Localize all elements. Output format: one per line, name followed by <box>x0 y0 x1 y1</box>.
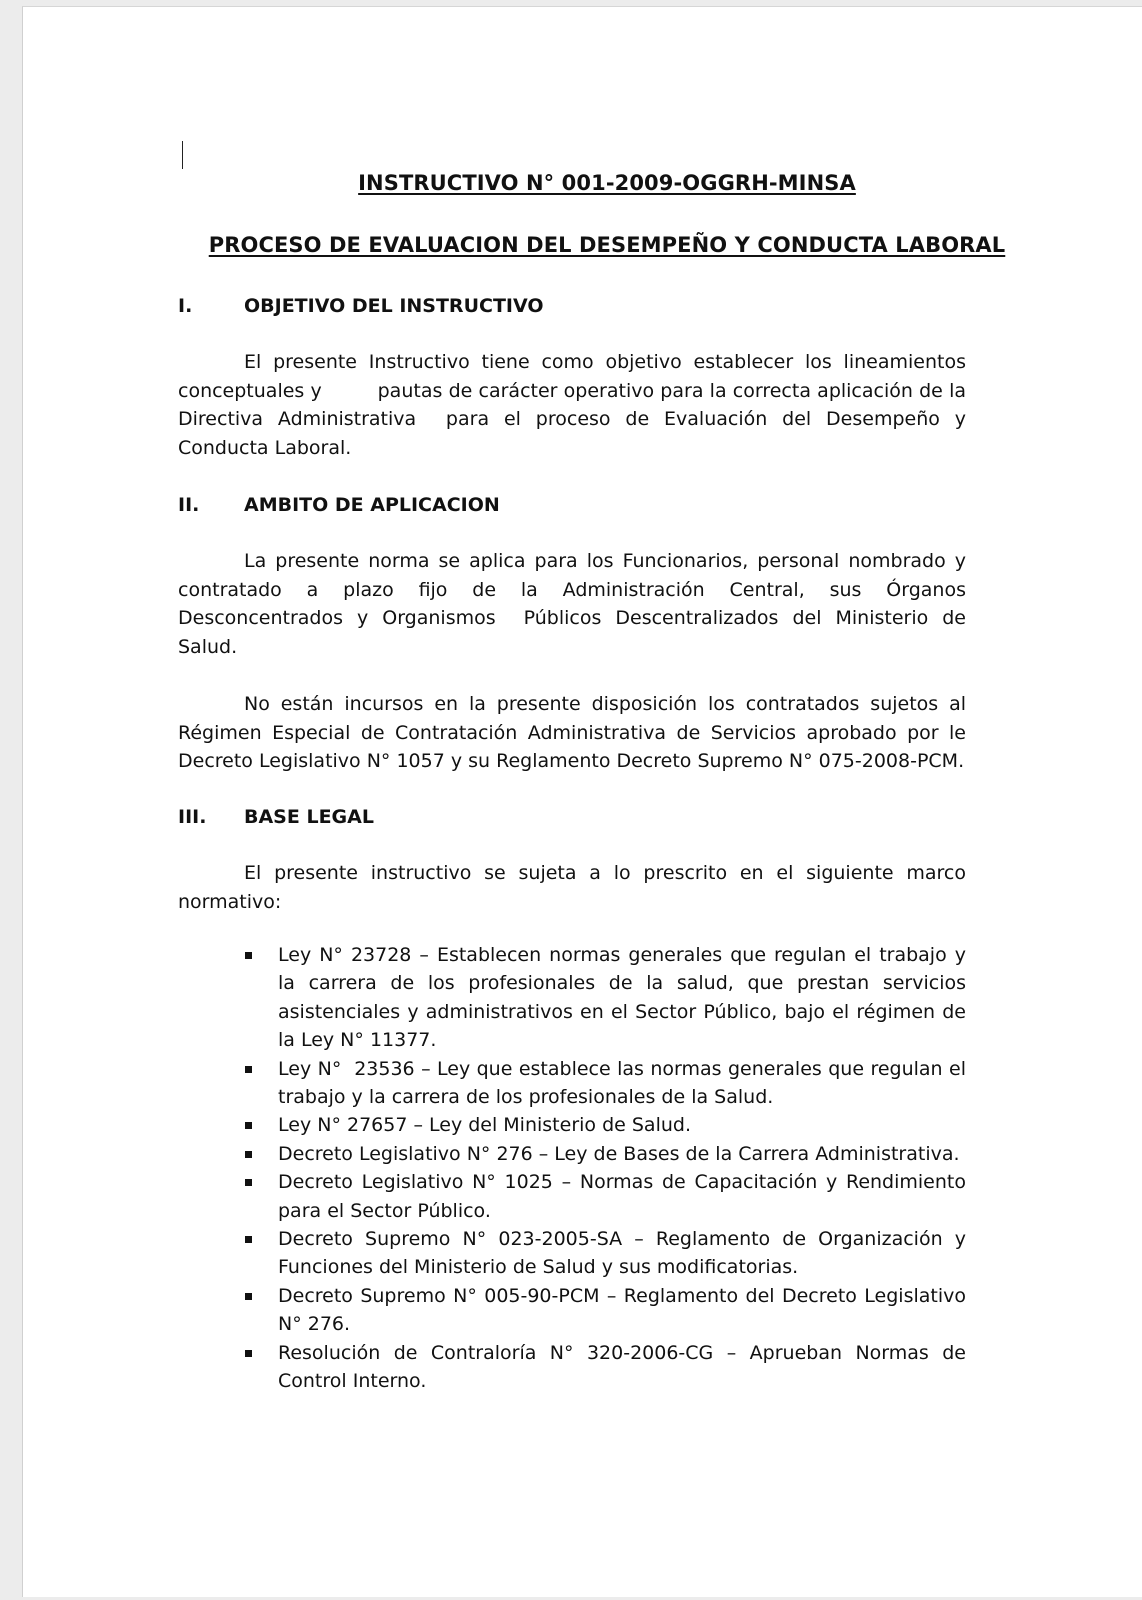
list-item-text: Decreto Supremo N° 023-2005-SA – Reglamento de Organización y Funciones del Ministerio de Salud y sus modificatorias. <box>278 1228 966 1279</box>
document-subtitle: PROCESO DE EVALUACION DEL DESEMPEÑO Y CONDUCTA LABORAL <box>208 233 1006 257</box>
square-bullet-icon <box>245 1236 252 1243</box>
list-item <box>278 1282 966 1339</box>
list-item-text: Decreto Legislativo N° 276 – Ley de Bases de la Carrera Administrativa. <box>278 1142 960 1165</box>
square-bullet-icon <box>245 1122 252 1129</box>
list-item-text: Ley N° 23536 – Ley que establece las normas generales que regulan el trabajo y la carrera de los profesionales de la Salud. <box>278 1057 966 1109</box>
list-item <box>278 1168 966 1225</box>
section-number: I. <box>178 295 193 317</box>
list-item <box>278 1111 966 1139</box>
list-item-text: Ley N° 27657 – Ley del Ministerio de Salud. <box>278 1114 691 1137</box>
document-page <box>22 6 1142 1597</box>
section-number: II. <box>178 494 200 516</box>
section-title: OBJETIVO DEL INSTRUCTIVO <box>244 295 544 317</box>
square-bullet-icon <box>245 1350 252 1357</box>
list-item <box>278 1140 966 1168</box>
paragraph-base-legal: El presente instructivo se sujeta a lo prescrito en el siguiente marco normativo: <box>178 862 966 913</box>
section-title: AMBITO DE APLICACION <box>244 494 500 516</box>
section-heading-ambito <box>178 494 500 516</box>
list-item-text: Decreto Legislativo N° 1025 – Normas de Capacitación y Rendimiento para el Sector Público. <box>278 1171 966 1222</box>
list-item <box>278 941 966 1055</box>
section-title: BASE LEGAL <box>244 806 374 828</box>
section-heading-base-legal <box>178 806 374 828</box>
paragraph-ambito: La presente norma se aplica para los Funcionarios, personal nombrado y contratado a plazo fijo de la Administración Central, sus Órganos Desconcentrados y Organismos Públicos Descentralizados del Ministerio de Salud. <box>178 550 966 658</box>
square-bullet-icon <box>245 1293 252 1300</box>
square-bullet-icon <box>245 1179 252 1186</box>
legal-basis-list <box>278 941 966 1396</box>
document-title: INSTRUCTIVO N° 001-2009-OGGRH-MINSA <box>358 171 856 195</box>
list-item-text: Resolución de Contraloría N° 320-2006-CG – Aprueban Normas de Control Interno. <box>278 1341 966 1393</box>
list-item <box>278 1055 966 1112</box>
paragraph-objetivo: El presente Instructivo tiene como objetivo establecer los lineamientos conceptuales y pautas de carácter operativo para la correcta aplicación de la Directiva Administrativa para el proceso de Evaluación del Desempeño y Conducta Laboral. <box>178 351 966 459</box>
text-cursor <box>182 141 183 169</box>
square-bullet-icon <box>245 1151 252 1158</box>
list-item-text: Ley N° 23728 – Establecen normas generales que regulan el trabajo y la carrera de los profesionales de la salud, que prestan servicios asistenciales y administrativos en el Sector Público, bajo el régimen de la Ley N° 11377. <box>278 944 966 1052</box>
list-item <box>278 1339 966 1396</box>
square-bullet-icon <box>245 1066 252 1073</box>
list-item <box>278 1225 966 1282</box>
square-bullet-icon <box>245 952 252 959</box>
list-item-text: Decreto Supremo N° 005-90-PCM – Reglamento del Decreto Legislativo N° 276. <box>278 1284 966 1336</box>
paragraph-exclusion: No están incursos en la presente disposición los contratados sujetos al Régimen Especial de Contratación Administrativa de Servicios aprobado por le Decreto Legislativo N° 1057 y su Reglamento Decreto Supremo N° 075-2008-PCM. <box>178 693 966 773</box>
section-heading-objetivo <box>178 295 544 317</box>
section-number: III. <box>178 806 207 828</box>
